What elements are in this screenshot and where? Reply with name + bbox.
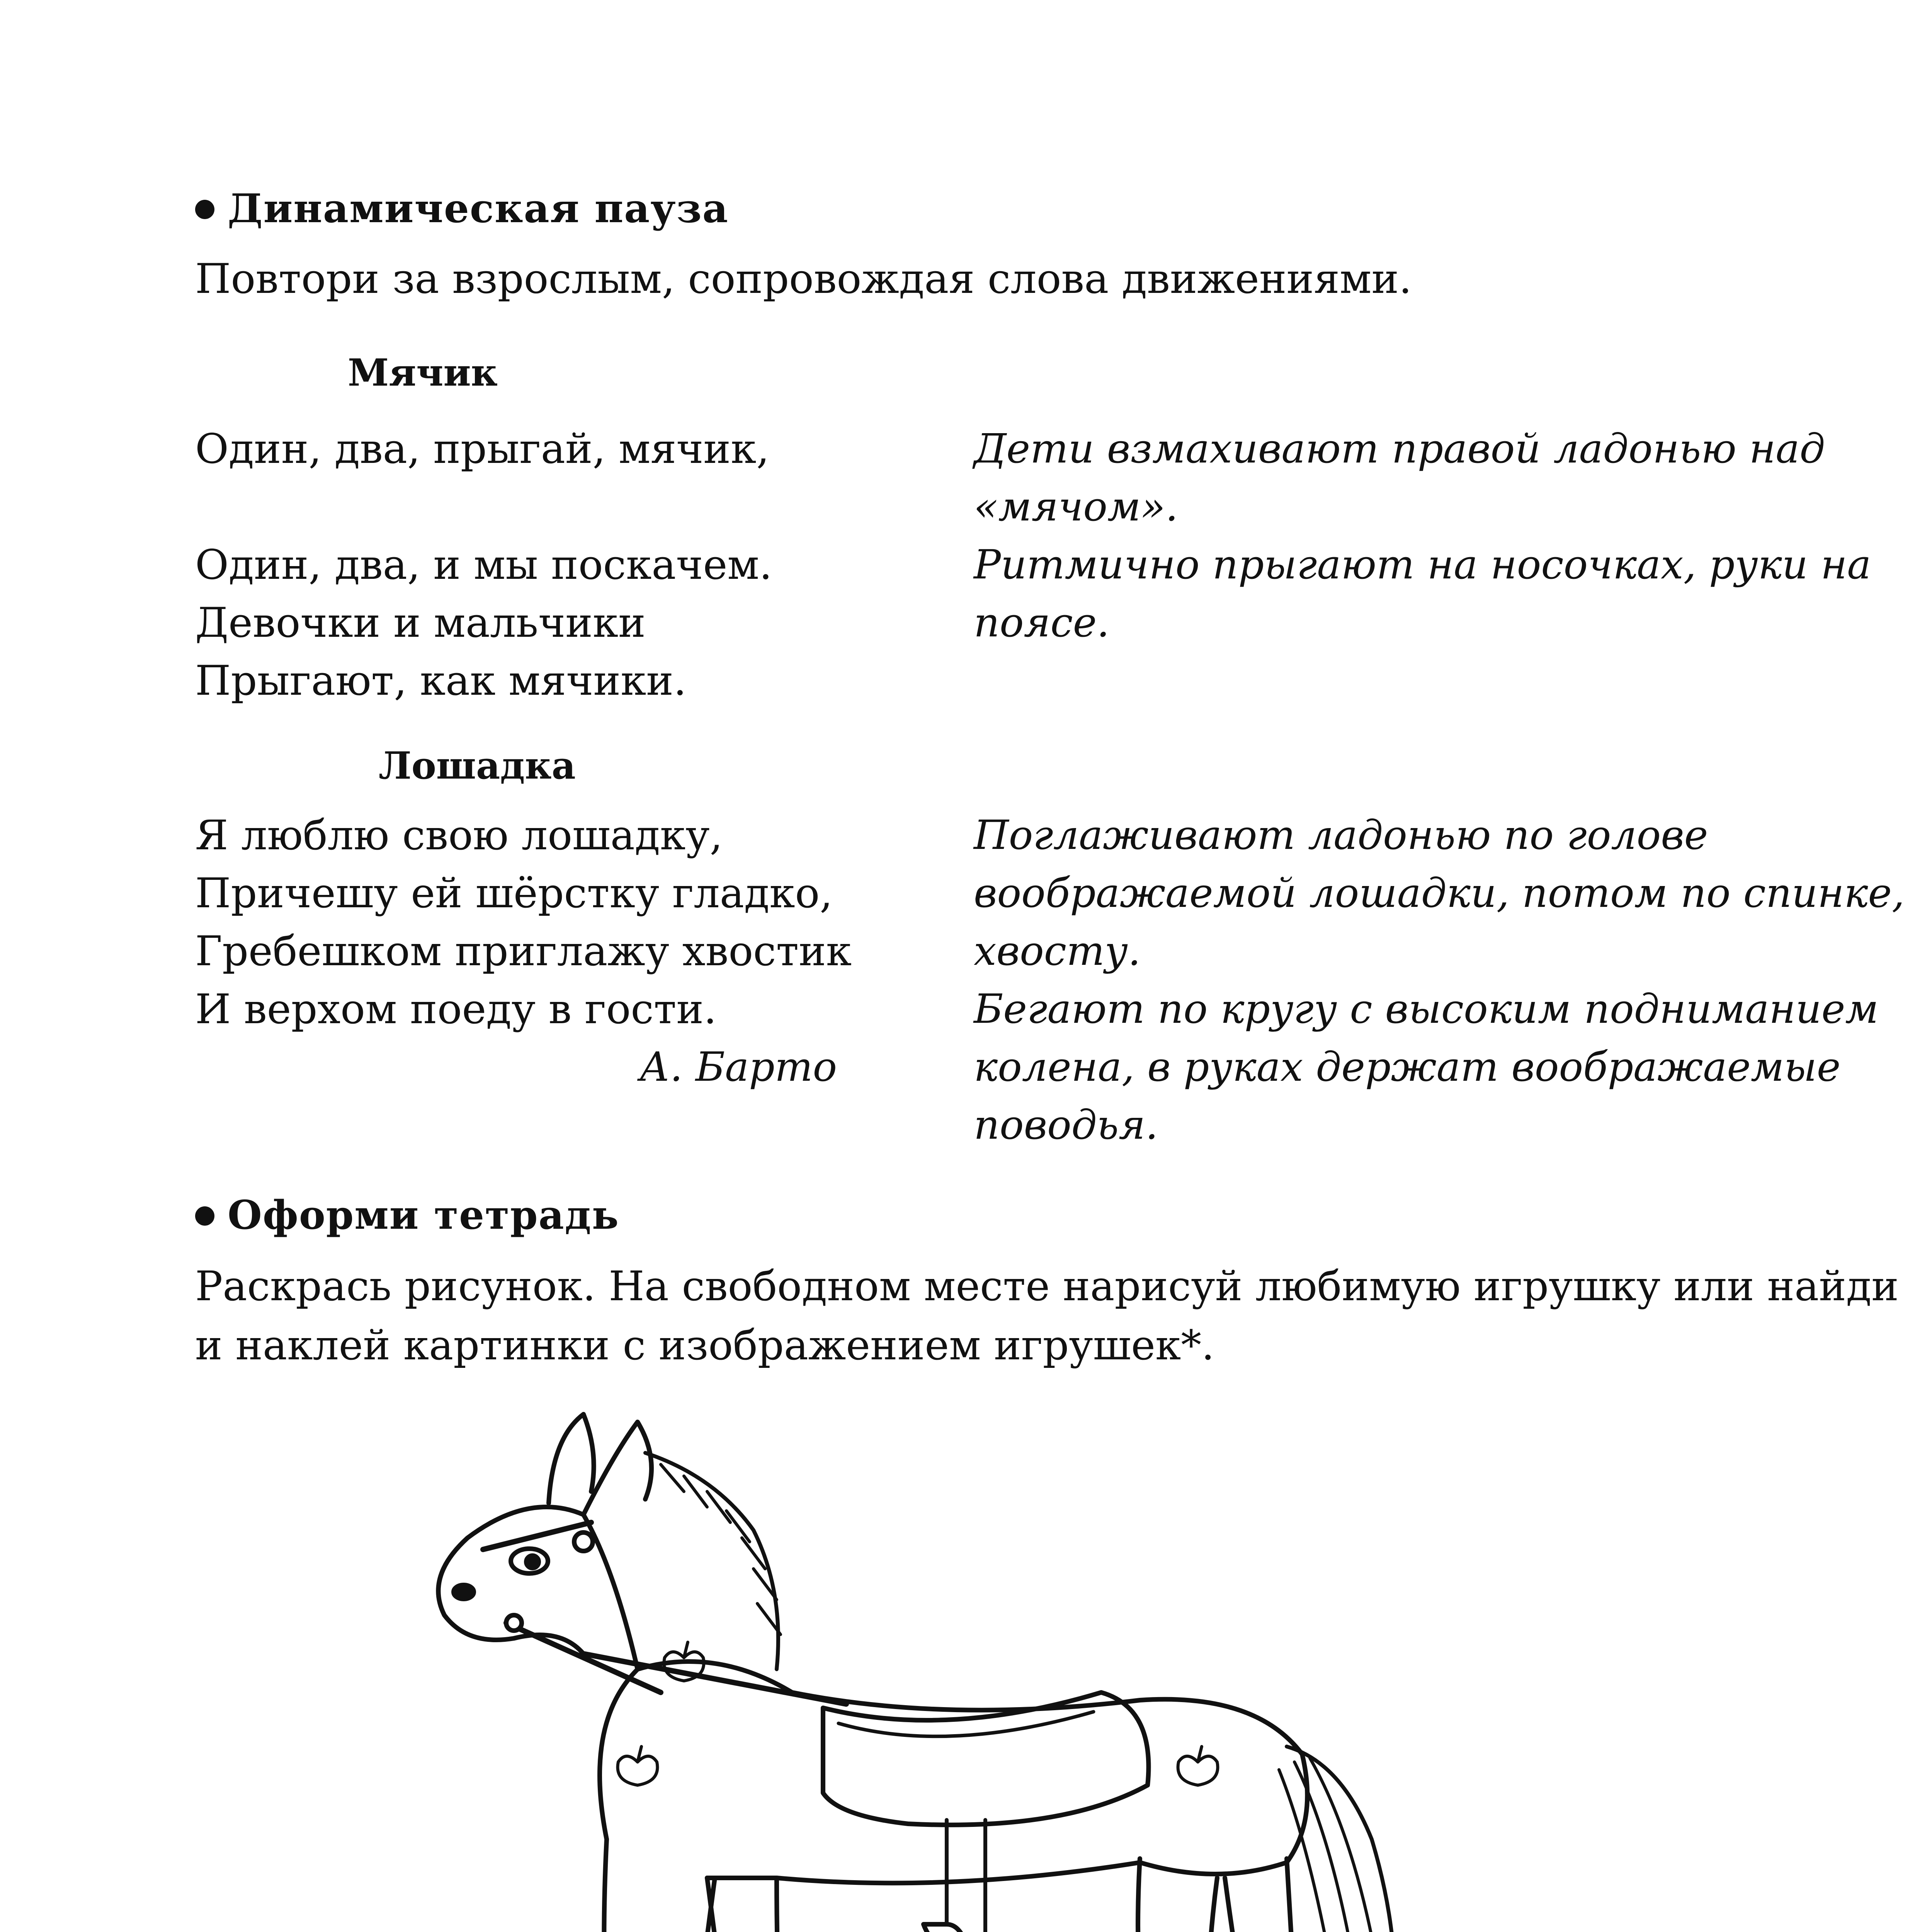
rocking-horse-illustration — [367, 1376, 1526, 1932]
poem-line: Девочки и мальчики — [195, 599, 646, 646]
poem-line: Гребешком приглажу хвостик — [195, 927, 852, 975]
movement-instruction: поводья. — [974, 1101, 1158, 1148]
poem-line: Я люблю свою лошадку, — [195, 811, 723, 859]
poem-line: Прыгают, как мячики. — [195, 657, 687, 704]
movement-instruction: колена, в руках держат воображаемые — [974, 1043, 1841, 1090]
section-instruction: и наклей картинки с изображением игрушек*. — [195, 1321, 1214, 1369]
section-instruction: Повтори за взрослым, сопровождая слова движениями. — [195, 255, 1412, 303]
section-heading-dynamic-pause: Динамическая пауза — [195, 185, 729, 232]
poem-line: И верхом поеду в гости. — [195, 985, 717, 1033]
poem-author: А. Барто — [639, 1043, 837, 1090]
poem-line: Один, два, и мы поскачем. — [195, 541, 772, 588]
bullet-icon — [195, 200, 214, 219]
poem-line: Причешу ей шёрстку гладко, — [195, 869, 833, 917]
movement-instruction: поясе. — [974, 599, 1110, 646]
poem-line: Один, два, прыгай, мячик, — [195, 425, 770, 473]
movement-instruction: «мячом». — [974, 483, 1178, 530]
movement-instruction: Поглаживают ладонью по голове — [974, 811, 1708, 859]
movement-instruction: Дети взмахивают правой ладонью над — [974, 425, 1825, 472]
movement-instruction: Бегают по кругу с высоким подниманием — [974, 985, 1879, 1032]
poem-title-horse: Лошадка — [379, 744, 576, 787]
section-heading-notebook: Оформи тетрадь — [195, 1192, 619, 1238]
movement-instruction: Ритмично прыгают на носочках, руки на — [974, 541, 1871, 588]
bullet-icon — [195, 1206, 214, 1226]
movement-instruction: воображаемой лошадки, потом по спинке, — [974, 869, 1905, 917]
poem-title-ball: Мячик — [348, 351, 498, 395]
movement-instruction: хвосту. — [974, 927, 1141, 975]
section-instruction: Раскрась рисунок. На свободном месте нарисуй любимую игрушку или найди — [195, 1262, 1899, 1310]
